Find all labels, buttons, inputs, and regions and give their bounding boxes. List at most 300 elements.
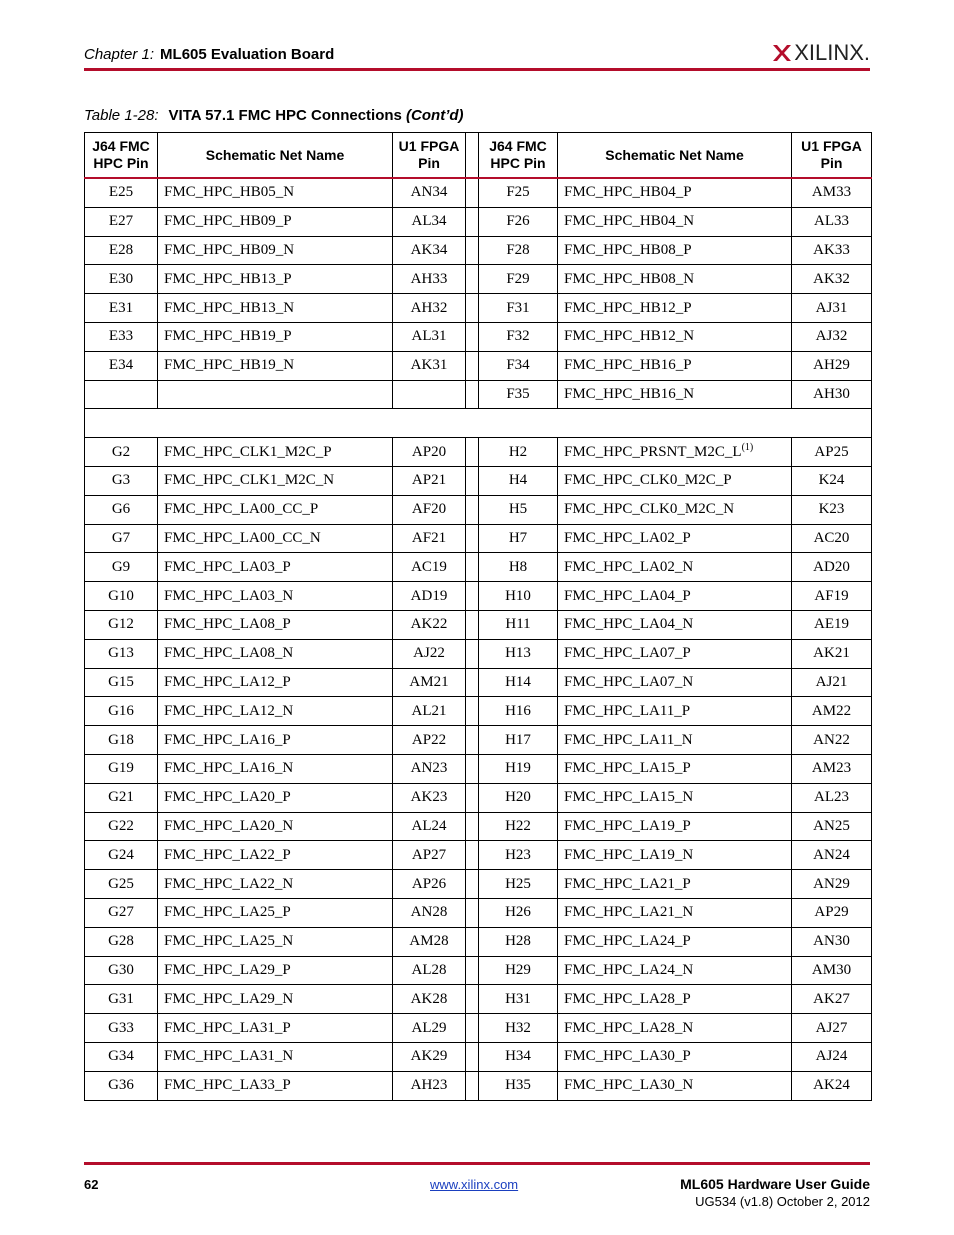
j64-pin-left: E33 [108,328,134,345]
j64-pin-left-cell [85,380,158,409]
fpga-pin-left-cell [393,322,466,351]
j64-pin-left: E27 [108,213,134,230]
net-name-left: FMC_HPC_LA25_N [164,933,294,950]
net-name-right: FMC_HPC_LA02_P [564,529,691,546]
fpga-pin-right-cell [792,668,872,697]
table-row [85,582,872,611]
table-row [85,178,872,207]
j64-pin-right-cell [479,351,558,380]
fpga-pin-right-cell [792,380,872,409]
net-name-right-cell [558,697,792,726]
j64-pin-left: G31 [108,990,134,1007]
fpga-pin-right: AM33 [811,184,852,201]
fpga-pin-right: AE19 [814,616,849,633]
fpga-pin-right: AK33 [813,241,850,258]
j64-pin-right-cell [479,841,558,870]
table-row [85,495,872,524]
fpga-pin-left: AM28 [409,933,449,950]
j64-pin-right: H25 [505,875,531,892]
table-row [85,985,872,1014]
spacer-cell [466,668,479,697]
net-name-right: FMC_HPC_LA30_P [564,1048,691,1065]
net-name-right-cell [558,1014,792,1043]
j64-pin-left-cell [85,754,158,783]
fmc-connections-table [84,132,872,1101]
net-name-right: FMC_HPC_LA21_P [564,875,691,892]
fpga-pin-right-cell [792,207,872,236]
fpga-pin-left-cell [393,582,466,611]
j64-pin-right-cell [479,726,558,755]
fpga-pin-left: AF20 [411,501,447,518]
table-row [85,294,872,323]
j64-pin-left-cell [85,265,158,294]
net-name-right: FMC_HPC_CLK0_M2C_N [564,501,735,518]
net-name-right-cell [558,322,792,351]
fpga-pin-right-cell [792,265,872,294]
j64-pin-right-cell [479,610,558,639]
footer-link[interactable]: www.xilinx.com [430,1177,519,1192]
net-name-left: FMC_HPC_LA33_P [164,1077,291,1094]
fpga-pin-right-cell [792,553,872,582]
j64-pin-right-cell [479,1071,558,1100]
page-header [84,40,870,70]
j64-pin-left-cell [85,610,158,639]
j64-pin-left-cell [85,207,158,236]
j64-pin-left: G25 [108,875,134,892]
fpga-pin-left: AN28 [410,904,448,921]
j64-pin-right-cell [479,783,558,812]
net-name-right: FMC_HPC_LA28_P [564,990,691,1007]
separator-cell [85,409,872,438]
table-row [85,841,872,870]
net-name-left: FMC_HPC_LA12_P [164,673,291,690]
j64-pin-left-cell [85,956,158,985]
net-name-left: FMC_HPC_LA08_P [164,616,291,633]
j64-pin-right-cell [479,956,558,985]
net-name-left-cell [158,582,393,611]
net-name-right-cell [558,582,792,611]
net-name-left-cell [158,178,393,207]
fpga-pin-right-cell [792,1042,872,1071]
fpga-pin-left: AK23 [410,789,448,806]
fpga-pin-right: AJ27 [815,1019,848,1036]
net-name-left: FMC_HPC_LA22_P [164,846,291,863]
fpga-pin-left-cell [393,1071,466,1100]
j64-pin-right-cell [479,438,558,467]
fpga-pin-right-cell [792,466,872,495]
net-name-right-cell [558,726,792,755]
net-name-left-cell [158,697,393,726]
net-name-right: FMC_HPC_LA11_P [564,702,691,719]
fpga-pin-left-cell [393,812,466,841]
spacer-cell [466,1014,479,1043]
j64-pin-right-cell [479,178,558,207]
fpga-pin-left: AL34 [411,213,447,230]
fpga-pin-right-cell [792,927,872,956]
j64-pin-right: H32 [505,1019,531,1036]
table-label: Table 1-28: [84,107,159,124]
spacer-cell [466,322,479,351]
j64-pin-left: G34 [108,1048,134,1065]
table-row [85,668,872,697]
fpga-pin-right-cell [792,322,872,351]
spacer-cell [466,438,479,467]
net-name-right: FMC_HPC_HB16_P [564,357,692,374]
net-name-left: FMC_HPC_LA03_P [164,558,291,575]
net-name-right: FMC_HPC_HB04_P [564,184,692,201]
fpga-pin-right: AJ21 [815,673,848,690]
j64-pin-right: H11 [505,616,531,633]
table-row [85,754,872,783]
j64-pin-left: G13 [108,645,134,662]
j64-pin-right-cell [479,265,558,294]
separator-row [85,409,872,438]
fpga-pin-right-cell [792,870,872,899]
fpga-pin-right-cell [792,610,872,639]
net-name-right-cell [558,380,792,409]
spacer-cell [466,841,479,870]
fpga-pin-left: AK34 [410,241,448,258]
net-name-right: FMC_HPC_PRSNT_M2C_L [564,443,742,460]
j64-pin-left-cell [85,351,158,380]
fpga-pin-left: AL28 [411,961,447,978]
fpga-pin-right: AF19 [814,587,849,604]
chapter-title: ML605 Evaluation Board [160,46,335,63]
j64-pin-right-cell [479,553,558,582]
net-name-right: FMC_HPC_LA19_N [564,846,694,863]
fpga-pin-right: AN24 [813,846,850,863]
j64-pin-right-cell [479,524,558,553]
table-title: VITA 57.1 FMC HPC Connections [168,107,402,124]
fpga-pin-left: AK22 [410,616,448,633]
net-name-left: FMC_HPC_LA20_N [164,817,294,834]
j64-pin-left-cell [85,898,158,927]
net-name-left-cell [158,927,393,956]
spacer-cell [466,265,479,294]
j64-pin-right-cell [479,322,558,351]
net-name-right-cell [558,207,792,236]
table-row [85,380,872,409]
j64-pin-left-cell [85,322,158,351]
net-name-left: FMC_HPC_LA22_N [164,875,294,892]
net-name-right: FMC_HPC_LA04_N [564,616,694,633]
fpga-pin-left: AP27 [411,846,447,863]
j64-pin-right-cell [479,898,558,927]
net-name-left-cell [158,380,393,409]
net-name-right: FMC_HPC_HB12_N [564,328,695,345]
col-header-fpga-right: U1 FPGA Pin [792,133,872,179]
fpga-pin-left: AN34 [410,184,448,201]
fpga-pin-right: AJ24 [815,1048,848,1065]
table-row [85,870,872,899]
j64-pin-right-cell [479,870,558,899]
j64-pin-left-cell [85,870,158,899]
j64-pin-right: F35 [506,385,530,402]
net-name-right-cell [558,985,792,1014]
net-name-left-cell [158,466,393,495]
j64-pin-right-cell [479,466,558,495]
table-row [85,265,872,294]
fpga-pin-left-cell [393,726,466,755]
table-row [85,956,872,985]
net-name-right: FMC_HPC_HB04_N [564,213,695,230]
spacer-cell [466,783,479,812]
net-name-left: FMC_HPC_HB19_N [164,357,295,374]
net-name-left-cell [158,754,393,783]
j64-pin-left: G9 [111,558,131,575]
fpga-pin-right: AN25 [813,817,850,834]
j64-pin-right: F34 [506,357,530,374]
header-rule [84,68,870,71]
net-name-right: FMC_HPC_LA19_P [564,817,691,834]
j64-pin-right: H22 [505,817,531,834]
net-name-left-cell [158,553,393,582]
j64-pin-left: G16 [108,702,134,719]
net-name-right-cell [558,754,792,783]
net-name-right: FMC_HPC_LA15_P [564,760,691,777]
spacer-cell [466,898,479,927]
net-name-left-cell [158,898,393,927]
j64-pin-right-cell [479,1042,558,1071]
fpga-pin-right: AL33 [814,213,849,230]
col-header-j64-left: J64 FMC HPC Pin [85,133,158,179]
fpga-pin-right: AC20 [813,529,850,546]
net-name-left: FMC_HPC_LA31_N [164,1048,294,1065]
fpga-pin-right: K24 [818,472,845,489]
j64-pin-right: F26 [506,213,530,230]
fpga-pin-left-cell [393,1042,466,1071]
fpga-pin-right: AK24 [813,1077,850,1094]
fpga-pin-left-cell [393,927,466,956]
table-row [85,1014,872,1043]
net-name-right-cell [558,1071,792,1100]
fpga-pin-left: AC19 [411,558,447,575]
fpga-pin-left-cell [393,236,466,265]
j64-pin-right-cell [479,380,558,409]
fpga-pin-left-cell [393,265,466,294]
col-header-net-right: Schematic Net Name [558,133,792,179]
fpga-pin-left-cell [393,610,466,639]
spacer-cell [466,380,479,409]
j64-pin-left-cell [85,783,158,812]
table-row [85,639,872,668]
table-row [85,438,872,467]
net-name-right-cell [558,351,792,380]
col-header-j64-right: J64 FMC HPC Pin [479,133,558,179]
fpga-pin-right: AK27 [813,990,850,1007]
j64-pin-left: E28 [108,241,134,258]
spacer-cell [466,812,479,841]
j64-pin-right: H4 [508,472,528,489]
table-row [85,697,872,726]
net-name-left: FMC_HPC_HB09_P [164,213,292,230]
j64-pin-left: E31 [108,299,134,316]
spacer-cell [466,524,479,553]
fpga-pin-left-cell [393,438,466,467]
page-number: 62 [84,1177,99,1192]
fpga-pin-right: AL23 [814,789,849,806]
j64-pin-left-cell [85,294,158,323]
j64-pin-left-cell [85,639,158,668]
fpga-pin-left: AK28 [410,990,448,1007]
net-name-right-cell [558,553,792,582]
net-name-left-cell [158,668,393,697]
fpga-pin-right-cell [792,1014,872,1043]
j64-pin-right: H13 [505,645,531,662]
net-name-left: FMC_HPC_LA16_P [164,731,291,748]
net-name-left: FMC_HPC_LA20_P [164,789,291,806]
fpga-pin-left-cell [393,207,466,236]
fpga-pin-left: AN23 [410,760,448,777]
fpga-pin-left-cell [393,553,466,582]
net-name-right-cell [558,495,792,524]
net-name-left-cell [158,812,393,841]
j64-pin-right-cell [479,1014,558,1043]
net-name-right-cell [558,927,792,956]
j64-pin-right: H7 [508,529,528,546]
fpga-pin-left-cell [393,783,466,812]
table-row [85,783,872,812]
net-name-right-cell [558,841,792,870]
fpga-pin-right: AD20 [813,558,850,575]
net-name-left: FMC_HPC_LA16_N [164,760,294,777]
fpga-pin-right: AM23 [811,760,852,777]
fpga-pin-left: AK31 [410,357,448,374]
fpga-pin-right: K23 [818,501,845,518]
j64-pin-right-cell [479,582,558,611]
fpga-pin-right: AN30 [813,933,850,950]
table-row [85,524,872,553]
net-name-right-cell [558,178,792,207]
fpga-pin-left-cell [393,985,466,1014]
spacer-cell [466,639,479,668]
net-name-right-cell [558,610,792,639]
fpga-pin-left-cell [393,639,466,668]
net-name-right-cell [558,294,792,323]
j64-pin-left-cell [85,236,158,265]
fpga-pin-right: AP25 [814,443,849,460]
fpga-pin-right-cell [792,236,872,265]
guide-title: ML605 Hardware User Guide [680,1176,870,1192]
j64-pin-left-cell [85,524,158,553]
j64-pin-right: F31 [506,299,530,316]
net-name-right-cell [558,524,792,553]
net-name-left-cell [158,322,393,351]
net-name-right-cell [558,812,792,841]
j64-pin-right: H34 [505,1048,531,1065]
spacer-cell [466,697,479,726]
net-name-left-cell [158,207,393,236]
fpga-pin-right-cell [792,1071,872,1100]
fpga-pin-right-cell [792,898,872,927]
xilinx-logo [772,40,870,66]
net-name-left: FMC_HPC_LA12_N [164,702,294,719]
j64-pin-right-cell [479,754,558,783]
j64-pin-left: E34 [108,357,134,374]
net-name-left-cell [158,783,393,812]
net-name-right: FMC_HPC_LA07_P [564,645,691,662]
net-name-left-cell [158,985,393,1014]
fpga-pin-left-cell [393,1014,466,1043]
j64-pin-right: H26 [505,904,531,921]
fpga-pin-left: AJ22 [413,645,445,662]
spacer-cell [466,294,479,323]
j64-pin-right: H5 [508,501,528,518]
table-row [85,207,872,236]
j64-pin-left-cell [85,726,158,755]
net-name-left-cell [158,495,393,524]
j64-pin-right-cell [479,927,558,956]
net-name-right: FMC_HPC_LA02_N [564,558,694,575]
j64-pin-right: H8 [508,558,528,575]
net-name-right-cell [558,668,792,697]
net-name-right-cell [558,236,792,265]
spacer-cell [466,1042,479,1071]
fpga-pin-left-cell [393,495,466,524]
col-header-net-left: Schematic Net Name [158,133,393,179]
fpga-pin-right-cell [792,495,872,524]
fpga-pin-left: AL31 [411,328,447,345]
j64-pin-left: G15 [108,673,134,690]
j64-pin-right-cell [479,668,558,697]
j64-pin-left: G36 [108,1077,134,1094]
fpga-pin-right: AK32 [813,270,850,287]
j64-pin-right: F32 [506,328,530,345]
spacer-cell [466,1071,479,1100]
fpga-pin-left-cell [393,668,466,697]
j64-pin-left: G24 [108,846,134,863]
fpga-pin-left: AP22 [411,731,447,748]
net-name-right: FMC_HPC_HB16_N [564,385,695,402]
logo-wordmark: XILINX. [794,40,870,65]
fpga-pin-left-cell [393,294,466,323]
table-body-la [85,438,872,1100]
net-name-right: FMC_HPC_HB08_N [564,270,695,287]
net-name-left-cell [158,265,393,294]
j64-pin-right: H14 [505,673,531,690]
net-name-left-cell [158,1042,393,1071]
j64-pin-right: H23 [505,846,531,863]
chapter-label: Chapter 1: [84,46,155,63]
xilinx-x-mark-icon [772,43,792,63]
j64-pin-right-cell [479,812,558,841]
j64-pin-left-cell [85,178,158,207]
j64-pin-right: H10 [505,587,531,604]
fpga-pin-right-cell [792,294,872,323]
fpga-pin-left-cell [393,524,466,553]
j64-pin-left-cell [85,582,158,611]
net-name-left-cell [158,351,393,380]
fpga-pin-right-cell [792,697,872,726]
net-name-right: FMC_HPC_HB12_P [564,299,692,316]
j64-pin-left-cell [85,438,158,467]
fpga-pin-left: AP21 [411,472,447,489]
net-name-left-cell [158,438,393,467]
fpga-pin-right-cell [792,754,872,783]
j64-pin-left: G6 [111,501,131,518]
fpga-pin-left-cell [393,841,466,870]
net-name-left: FMC_HPC_LA25_P [164,904,291,921]
net-name-left: FMC_HPC_LA29_P [164,961,291,978]
fpga-pin-left: AP26 [411,875,447,892]
j64-pin-left: G27 [108,904,134,921]
net-name-left-cell [158,956,393,985]
spacer-cell [466,236,479,265]
fpga-pin-left: AL21 [411,702,447,719]
net-name-left: FMC_HPC_LA31_P [164,1019,291,1036]
spacer-cell [466,553,479,582]
fpga-pin-right-cell [792,639,872,668]
